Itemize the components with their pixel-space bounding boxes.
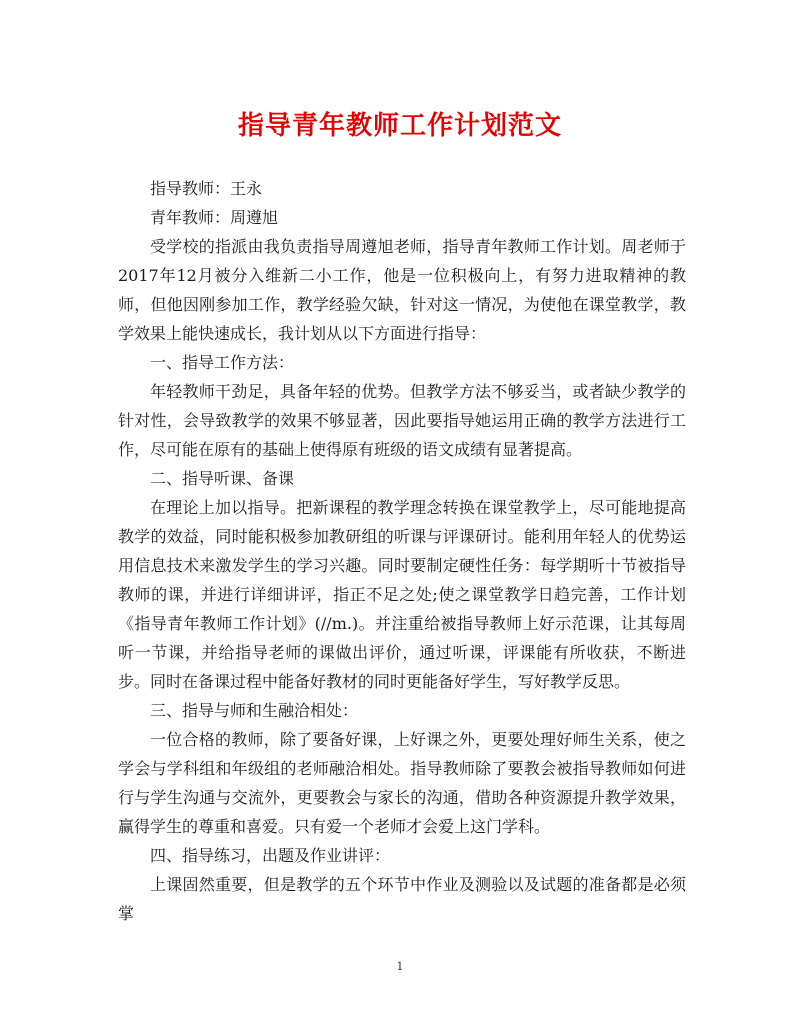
paragraph-section-2: 在理论上加以指导。把新课程的教学理念转换在课堂教学上，尽可能地提高教学的效益，同时能积极参加教研组的听课与评课研讨。能利用年轻人的优势运用信息技术来激发学生的学习兴趣。同时要制定硬性任务：每学期听十节被指导教师的课，并进行详细讲评，指正不足之处;使之课堂教学日趋完善，工作计划《指导青年教师工作计划》(//m.)。并注重给被指导教师上好示范课，让其每周听一节课，并给指导老师的课做出评价，通过听课，评课能有所收获，不断进步。同时在备课过程中能备好教材的同时更能备好学生，写好教学反思。 (118, 498, 686, 691)
page-number: 1 (396, 960, 404, 973)
paragraph-section-4: 上课固然重要，但是教学的五个环节中作业及测验以及试题的准备都是必须掌 (118, 875, 686, 923)
section-heading-1: 一、指导工作方法： (150, 353, 295, 372)
paragraph-section-3: 一位合格的教师，除了要备好课，上好课之外，更要处理好师生关系，使之学会与学科组和年级组的老师融洽相处。指导教师除了要教会被指导教师如何进行与学生沟通与交流外，更要教会与家长的沟通，借助各种资源提升教学效果，赢得学生的尊重和喜爱。只有爱一个老师才会爱上这门学科。 (118, 730, 686, 836)
document-title: 指导青年教师工作计划范文 (237, 111, 562, 141)
paragraph-section-1: 年轻教师干劲足，具备年轻的优势。但教学方法不够妥当，或者缺少教学的针对性，会导致教学的效果不够显著，因此要指导她运用正确的教学方法进行工作，尽可能在原有的基础上使得原有班级的语文成绩有显著提高。 (118, 382, 686, 459)
paragraph-teacher: 指导教师：王永 (150, 179, 263, 198)
section-heading-2: 二、指导听课、备课 (150, 469, 295, 488)
section-heading-3: 三、指导与师和生融洽相处： (150, 701, 359, 720)
section-heading-4: 四、指导练习，出题及作业讲评： (150, 846, 391, 865)
document-body (118, 174, 686, 928)
paragraph-young-teacher: 青年教师：周遵旭 (150, 208, 279, 227)
paragraph-intro: 受学校的指派由我负责指导周遵旭老师，指导青年教师工作计划。周老师于2017年12月被分入维新二小工作，他是一位积极向上，有努力进取精神的教师，但他因刚参加工作，教学经验欠缺，针对这一情况，为使他在课堂教学，教学效果上能快速成长，我计划从以下方面进行指导： (118, 237, 686, 343)
